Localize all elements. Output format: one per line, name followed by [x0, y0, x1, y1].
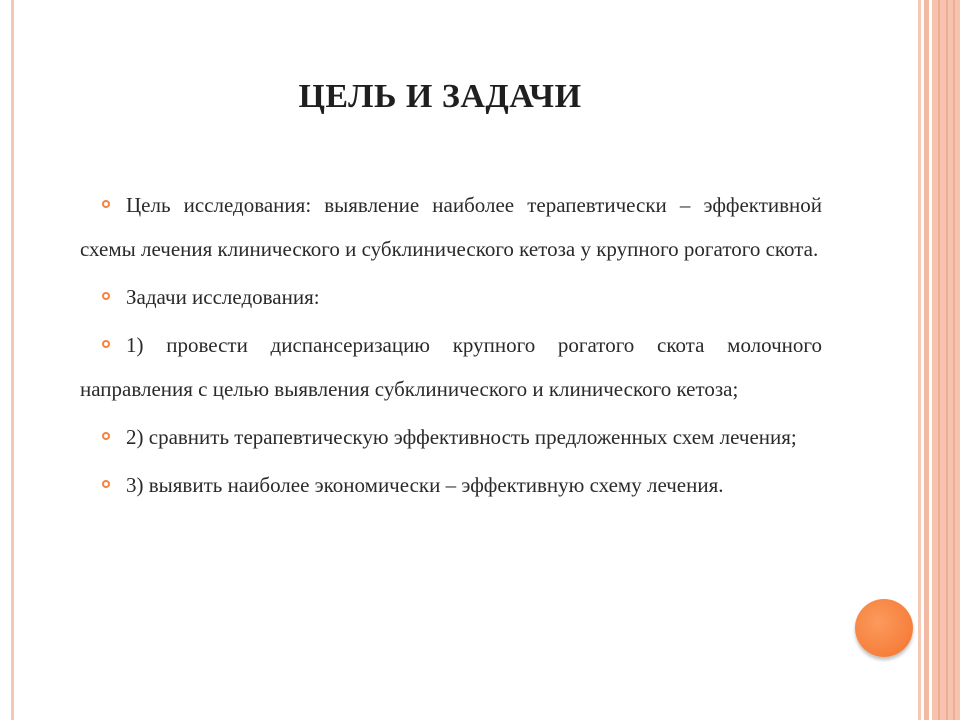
- right-stripe: [938, 0, 940, 720]
- right-stripe: [924, 0, 929, 720]
- ring-bullet-icon: [102, 480, 110, 488]
- list-item: [80, 323, 822, 411]
- list-item: [80, 275, 822, 319]
- list-item-text: 3) выявить наиболее экономически – эффективную схему лечения.: [126, 473, 724, 497]
- right-stripe: [918, 0, 921, 720]
- left-border-line: [11, 0, 14, 720]
- list-item-text: Цель исследования: выявление наиболее терапевтически – эффективной схемы лечения клинического и субклинического кетоза у крупного рогатого скота.: [80, 193, 822, 261]
- bullet-list: [80, 183, 822, 511]
- list-item: [80, 183, 822, 271]
- right-stripe: [946, 0, 948, 720]
- ring-bullet-icon: [102, 200, 110, 208]
- decorative-circle-icon: [855, 599, 913, 657]
- ring-bullet-icon: [102, 292, 110, 300]
- list-item: [80, 415, 822, 459]
- list-item-text: 2) сравнить терапевтическую эффективность предложенных схем лечения;: [126, 425, 797, 449]
- ring-bullet-icon: [102, 432, 110, 440]
- ring-bullet-icon: [102, 340, 110, 348]
- list-item-text: Задачи исследования:: [126, 285, 320, 309]
- list-item-text: 1) провести диспансеризацию крупного рогатого скота молочного направления с целью выявления субклинического и клинического кетоза;: [80, 333, 822, 401]
- right-stripe: [953, 0, 955, 720]
- list-item: [80, 463, 822, 507]
- slide-title: ЦЕЛЬ И ЗАДАЧИ: [298, 78, 582, 115]
